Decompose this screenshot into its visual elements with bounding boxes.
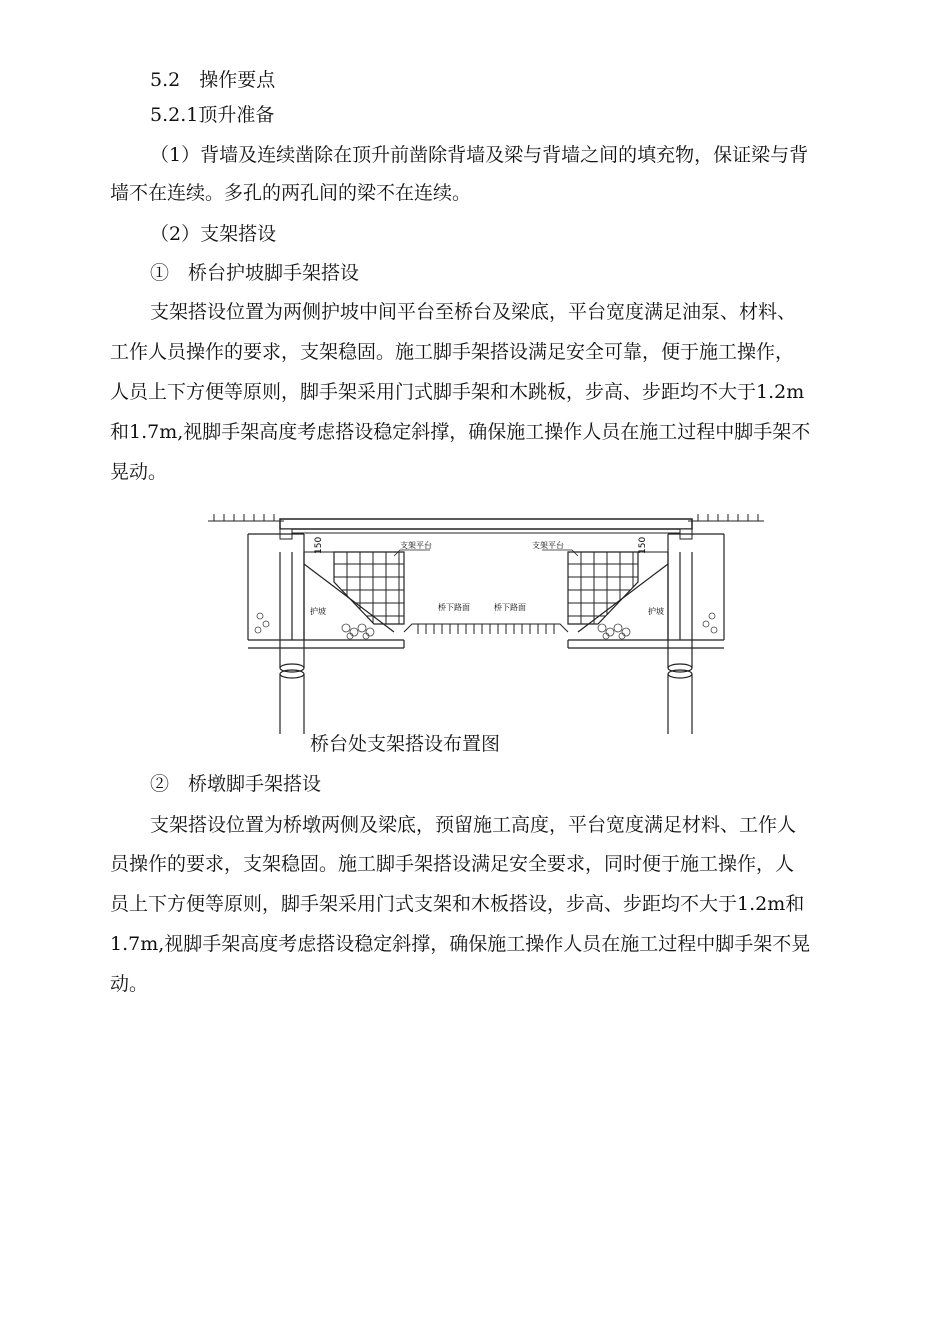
leader-lines	[394, 550, 578, 556]
paragraph-line: 工作人员操作的要求，支架稳固。施工脚手架搭设满足安全可靠，便于施工操作，	[110, 341, 795, 363]
subsection-heading: 5.2.1顶升准备	[150, 104, 275, 126]
label-under-left: 桥下路面	[438, 603, 470, 612]
paragraph-line: 人员上下方便等原则，脚手架采用门式脚手架和木跳板，步高、步距均不大于1.2m	[110, 381, 805, 403]
label-slope-left: 护坡	[310, 607, 326, 616]
paragraph-line: （1）背墙及连续凿除在顶升前凿除背墙及梁与背墙之间的填充物，保证梁与背	[150, 144, 809, 166]
scaffold-grid-left	[304, 552, 404, 632]
paragraph-line: 墙不在连续。多孔的两孔间的梁不在连续。	[110, 182, 472, 204]
ground-line-right	[688, 514, 764, 521]
section-heading: 5.2 操作要点	[150, 69, 276, 91]
paragraph-line: 动。	[110, 973, 149, 995]
label-dim-left: 150	[314, 536, 324, 554]
rubble-right	[598, 613, 717, 639]
ground-line-left	[208, 514, 284, 521]
paragraph-line: 支架搭设位置为两侧护坡中间平台至桥台及梁底，平台宽度满足油泵、材料、	[150, 301, 797, 323]
figure-caption: 桥台处支架搭设布置图	[310, 733, 501, 755]
sub-item-heading: ② 桥墩脚手架搭设	[150, 773, 322, 795]
paragraph-line: 员上下方便等原则，脚手架采用门式支架和木板搭设，步高、步距均不大于1.2m和	[110, 893, 805, 915]
bridge-deck	[280, 519, 692, 539]
paragraph-line: 员操作的要求，支架稳固。施工脚手架搭设满足安全要求，同时便于施工操作，人	[110, 853, 795, 875]
road-surface	[404, 624, 568, 634]
label-platform-left: 支架平台	[400, 541, 432, 550]
paragraph-line: 晃动。	[110, 461, 168, 483]
abutment-scaffold-diagram	[204, 512, 768, 736]
scaffold-grid-right	[568, 552, 668, 632]
paragraph-line: 1.7m,视脚手架高度考虑搭设稳定斜撑，确保施工操作人员在施工过程中脚手架不晃	[110, 933, 811, 955]
paragraph-line: 支架搭设位置为桥墩两侧及梁底，预留施工高度，平台宽度满足材料、工作人	[150, 814, 797, 836]
label-platform-right: 支架平台	[532, 541, 564, 550]
paragraph-line: 和1.7m,视脚手架高度考虑搭设稳定斜撑，确保施工操作人员在施工过程中脚手架不	[110, 421, 811, 443]
label-dim-right: 150	[638, 536, 648, 554]
rubble-left	[255, 613, 374, 639]
item-heading: （2）支架搭设	[150, 223, 277, 245]
label-slope-right: 护坡	[648, 607, 664, 616]
sub-item-heading: ① 桥台护坡脚手架搭设	[150, 262, 360, 284]
label-under-right: 桥下路面	[494, 603, 526, 612]
